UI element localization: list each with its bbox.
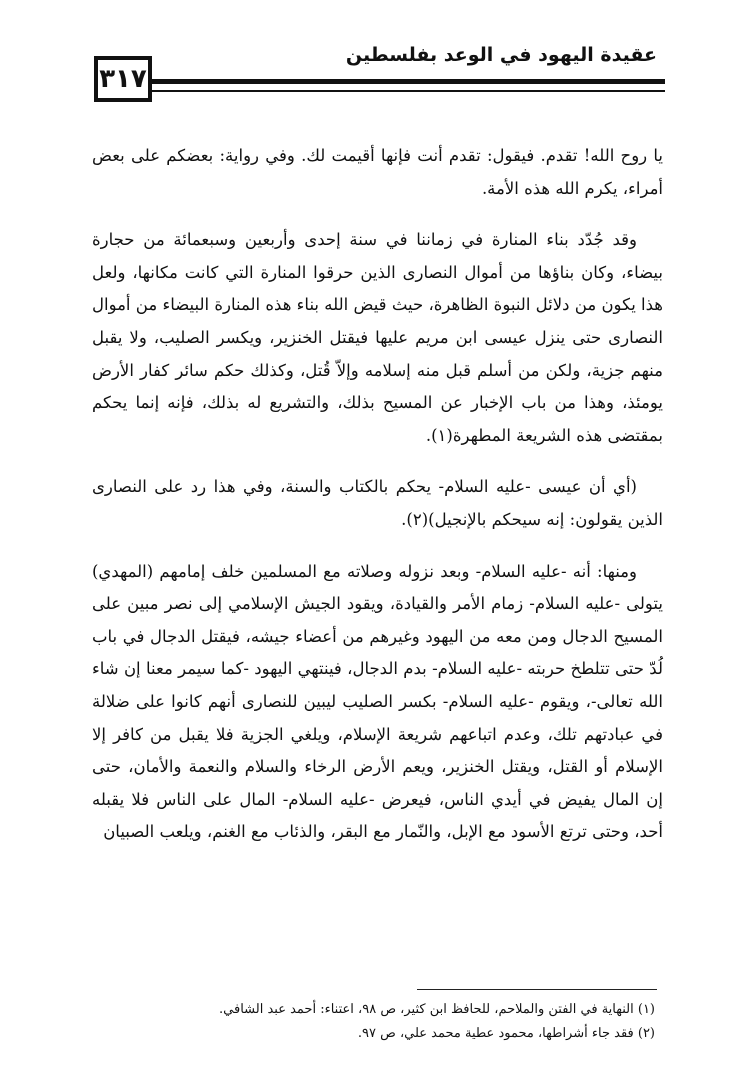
running-header-title: عقيدة اليهود في الوعد بفلسطين bbox=[345, 44, 657, 66]
header-rule-thick bbox=[152, 79, 665, 84]
paragraph-3: (أي أن عيسى -عليه السلام- يحكم بالكتاب والسنة، وفي هذا رد على النصارى الذين يقولون: إنه سيحكم بالإنجيل)(٢). bbox=[92, 477, 663, 529]
page-number-text: ٣١٧ bbox=[99, 64, 147, 94]
paragraph-1: يا روح الله! تقدم. فيقول: تقدم أنت فإنها أقيمت لك. وفي رواية: بعضكم على بعض أمراء، يكرم الله هذه الأمة. bbox=[92, 146, 663, 198]
footnote-separator bbox=[417, 989, 657, 990]
page-number bbox=[94, 56, 152, 102]
footnote-2: (٢) فقد جاء أشراطها، محمود عطية محمد علي، ص ٩٧. bbox=[357, 1026, 655, 1041]
main-text bbox=[92, 140, 663, 849]
footnote-1: (١) النهاية في الفتن والملاحم، للحافظ ابن كثير، ص ٩٨، اعتناء: أحمد عبد الشافي. bbox=[219, 1002, 655, 1017]
paragraph-4: ومنها: أنه -عليه السلام- وبعد نزوله وصلاته مع المسلمين خلف إمامهم (المهدي) يتولى -عليه السلام- زمام الأمر والقيادة، ويقود الجيش الإسلامي إلى نصر مبين على المسيح الدجال ومن معه من اليهود وغيرهم من أعضاء جيشه، فيقتل الدجال في باب لُدّ حتى تتلطخ حربته -عليه السلام- بدم الدجال، فينتهي اليهود -كما سيمر معنا إن شاء الله تعالى-، ويقوم -عليه السلام- بكسر الصليب ليبين للنصارى أنهم كانوا على ضلالة في عبادتهم تلك، وعدم اتباعهم شريعة الإسلام، ويلغي الجزية فلا يقبل من كافر إلا الإسلام أو القتل، ويقتل الخنزير، ويعم الأرض الرخاء والسلام والنعمة والأمان، حتى إن المال يفيض في أيدي الناس، فيعرض -عليه السلام- المال على الناس فلا يقبله أحد، وحتى ترتع الأسود مع الإبل، والنّمار مع البقر، والذئاب مع الغنم، ويلعب الصبيان bbox=[92, 561, 663, 842]
footnotes bbox=[92, 998, 655, 1046]
header-rule-thin bbox=[152, 90, 665, 92]
paragraph-2: وقد جُدّد بناء المنارة في زماننا في سنة إحدى وأربعين وسبعمائة من حجارة بيضاء، وكان بناؤها من أموال النصارى الذين حرقوا المنارة التي كانت مكانها، ولعل هذا يكون من دلائل النبوة الظاهرة، حيث قيض الله بناء هذه المنارة البيضاء من أموال النصارى حتى ينزل عيسى ابن مريم عليها فيقتل الخنزير، ويكسر الصليب، ولا يقبل منهم جزية، ولكن من أسلم قبل منه إسلامه وإلاّ قُتل، وكذلك حكم سائر كفار الأرض يومئذ، وهذا من باب الإخبار عن المسيح بذلك، والتشريع له بذلك، فإنه إنما يحكم بمقتضى هذه الشريعة المطهرة(١). bbox=[92, 230, 663, 445]
